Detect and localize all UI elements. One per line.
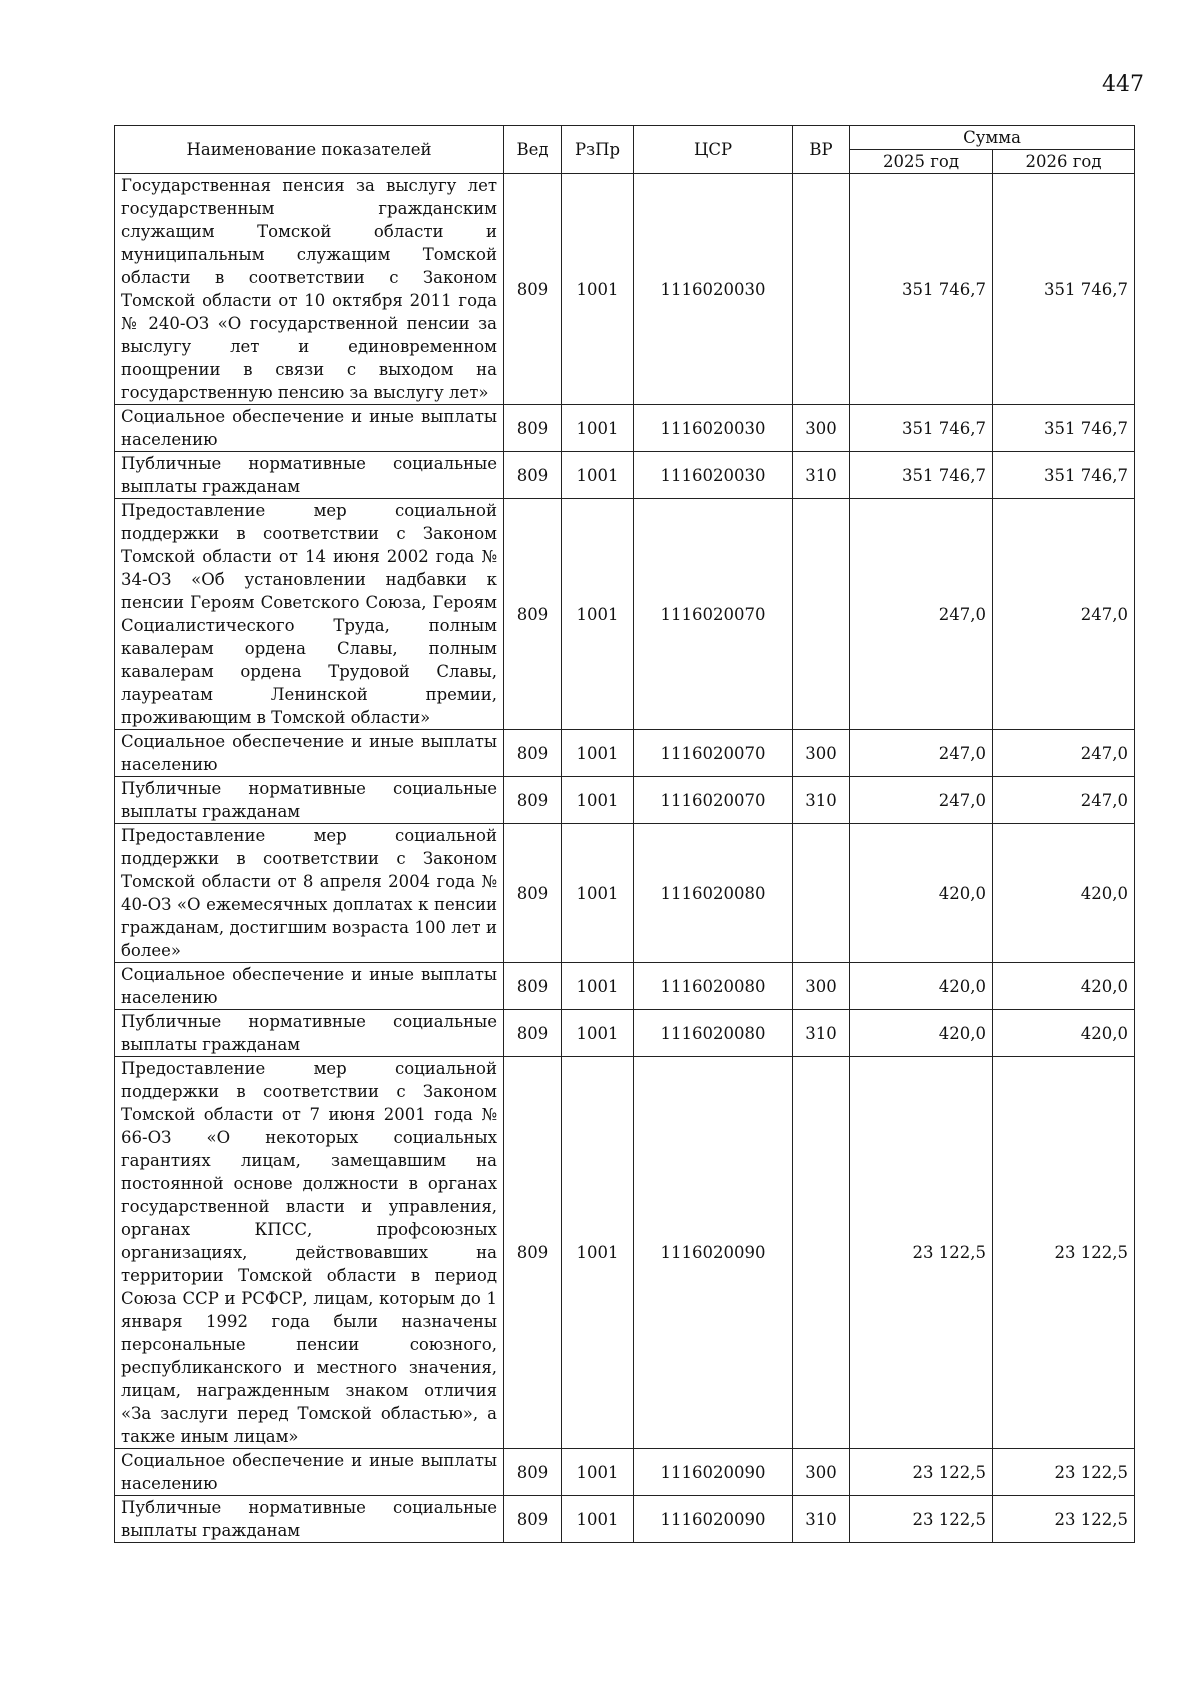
cell-rzpr: 1001 (562, 824, 634, 963)
table-row (115, 1010, 1135, 1057)
cell-name: Государственная пенсия за выслугу лет государственным гражданским служащим Томской области и муниципальным служащим Томской области в соответствии с Законом Томской области от 10 октября 2011 года № 240-ОЗ «О государственной пенсии за выслугу лет и единовременном поощрении в связи с выходом на государственную пенсию за выслугу лет» (115, 174, 504, 405)
cell-rzpr: 1001 (562, 499, 634, 730)
cell-rzpr: 1001 (562, 1057, 634, 1449)
cell-ved: 809 (504, 499, 562, 730)
cell-sum-2026: 247,0 (993, 730, 1135, 777)
header-ved: Вед (504, 126, 562, 174)
cell-vr (793, 174, 850, 405)
header-rzpr: РзПр (562, 126, 634, 174)
cell-vr (793, 1057, 850, 1449)
budget-table (114, 125, 1135, 1543)
cell-name: Публичные нормативные социальные выплаты гражданам (115, 1496, 504, 1543)
cell-ved: 809 (504, 730, 562, 777)
cell-csr: 1116020090 (634, 1057, 793, 1449)
table-row (115, 1057, 1135, 1449)
cell-sum-2026: 247,0 (993, 777, 1135, 824)
cell-ved: 809 (504, 1496, 562, 1543)
table-row (115, 1496, 1135, 1543)
cell-vr: 300 (793, 405, 850, 452)
header-csr: ЦСР (634, 126, 793, 174)
cell-sum-2025: 420,0 (850, 963, 993, 1010)
cell-name: Социальное обеспечение и иные выплаты населению (115, 963, 504, 1010)
header-vr: ВР (793, 126, 850, 174)
cell-sum-2026: 351 746,7 (993, 452, 1135, 499)
cell-csr: 1116020030 (634, 174, 793, 405)
cell-ved: 809 (504, 824, 562, 963)
table-row (115, 174, 1135, 405)
cell-rzpr: 1001 (562, 174, 634, 405)
header-sum: Сумма (850, 126, 1135, 150)
table-row (115, 777, 1135, 824)
cell-ved: 809 (504, 1449, 562, 1496)
table-row (115, 405, 1135, 452)
cell-sum-2026: 247,0 (993, 499, 1135, 730)
cell-rzpr: 1001 (562, 1496, 634, 1543)
cell-vr: 300 (793, 1449, 850, 1496)
cell-rzpr: 1001 (562, 777, 634, 824)
cell-sum-2026: 420,0 (993, 963, 1135, 1010)
cell-sum-2025: 247,0 (850, 777, 993, 824)
cell-csr: 1116020070 (634, 730, 793, 777)
cell-sum-2026: 420,0 (993, 824, 1135, 963)
cell-csr: 1116020090 (634, 1449, 793, 1496)
cell-rzpr: 1001 (562, 1010, 634, 1057)
cell-sum-2026: 23 122,5 (993, 1496, 1135, 1543)
cell-name: Публичные нормативные социальные выплаты гражданам (115, 777, 504, 824)
cell-name: Публичные нормативные социальные выплаты гражданам (115, 1010, 504, 1057)
cell-vr: 310 (793, 452, 850, 499)
cell-vr: 310 (793, 777, 850, 824)
table-row (115, 963, 1135, 1010)
table-row (115, 499, 1135, 730)
cell-sum-2026: 351 746,7 (993, 174, 1135, 405)
cell-name: Социальное обеспечение и иные выплаты населению (115, 730, 504, 777)
page-number: 447 (1102, 72, 1144, 97)
cell-vr: 300 (793, 730, 850, 777)
cell-ved: 809 (504, 1057, 562, 1449)
cell-vr: 310 (793, 1496, 850, 1543)
cell-name: Социальное обеспечение и иные выплаты населению (115, 405, 504, 452)
cell-rzpr: 1001 (562, 730, 634, 777)
cell-sum-2025: 23 122,5 (850, 1057, 993, 1449)
cell-sum-2025: 23 122,5 (850, 1449, 993, 1496)
cell-sum-2026: 23 122,5 (993, 1057, 1135, 1449)
table-row (115, 452, 1135, 499)
cell-sum-2026: 420,0 (993, 1010, 1135, 1057)
cell-sum-2026: 23 122,5 (993, 1449, 1135, 1496)
cell-sum-2026: 351 746,7 (993, 405, 1135, 452)
cell-sum-2025: 420,0 (850, 1010, 993, 1057)
cell-csr: 1116020080 (634, 963, 793, 1010)
table-body (115, 174, 1135, 1543)
header-name: Наименование показателей (115, 126, 504, 174)
cell-csr: 1116020070 (634, 499, 793, 730)
cell-sum-2025: 351 746,7 (850, 452, 993, 499)
cell-name: Социальное обеспечение и иные выплаты населению (115, 1449, 504, 1496)
cell-name: Предоставление мер социальной поддержки в соответствии с Законом Томской области от 7 июня 2001 года № 66-ОЗ «О некоторых социальных гарантиях лицам, замещавшим на постоянной основе должности в органах государственной власти и управления, органах КПСС, профсоюзных организациях, действовавших на территории Томской области в период Союза ССР и РСФСР, лицам, которым до 1 января 1992 года были назначены персональные пенсии союзного, республиканского и местного значения, лицам, награжденным знаком отличия «За заслуги перед Томской областью», а также иным лицам» (115, 1057, 504, 1449)
cell-csr: 1116020080 (634, 1010, 793, 1057)
cell-rzpr: 1001 (562, 1449, 634, 1496)
cell-name: Предоставление мер социальной поддержки в соответствии с Законом Томской области от 8 апреля 2004 года № 40-ОЗ «О ежемесячных доплатах к пенсии гражданам, достигшим возраста 100 лет и более» (115, 824, 504, 963)
cell-vr (793, 824, 850, 963)
cell-vr (793, 499, 850, 730)
cell-sum-2025: 247,0 (850, 499, 993, 730)
table-row (115, 730, 1135, 777)
cell-csr: 1116020090 (634, 1496, 793, 1543)
cell-csr: 1116020030 (634, 452, 793, 499)
cell-ved: 809 (504, 174, 562, 405)
cell-csr: 1116020030 (634, 405, 793, 452)
cell-csr: 1116020070 (634, 777, 793, 824)
cell-ved: 809 (504, 777, 562, 824)
cell-ved: 809 (504, 452, 562, 499)
table-row (115, 1449, 1135, 1496)
cell-name: Публичные нормативные социальные выплаты гражданам (115, 452, 504, 499)
header-year-2026: 2026 год (993, 150, 1135, 174)
cell-name: Предоставление мер социальной поддержки в соответствии с Законом Томской области от 14 июня 2002 года № 34-ОЗ «Об установлении надбавки к пенсии Героям Советского Союза, Героям Социалистического Труда, полным кавалерам ордена Славы, полным кавалерам ордена Трудовой Славы, лауреатам Ленинской премии, проживающим в Томской области» (115, 499, 504, 730)
cell-sum-2025: 247,0 (850, 730, 993, 777)
cell-sum-2025: 420,0 (850, 824, 993, 963)
header-year-2025: 2025 год (850, 150, 993, 174)
cell-ved: 809 (504, 1010, 562, 1057)
cell-rzpr: 1001 (562, 405, 634, 452)
table-row (115, 824, 1135, 963)
cell-sum-2025: 351 746,7 (850, 405, 993, 452)
cell-sum-2025: 23 122,5 (850, 1496, 993, 1543)
cell-rzpr: 1001 (562, 452, 634, 499)
cell-csr: 1116020080 (634, 824, 793, 963)
cell-rzpr: 1001 (562, 963, 634, 1010)
cell-sum-2025: 351 746,7 (850, 174, 993, 405)
cell-vr: 300 (793, 963, 850, 1010)
cell-vr: 310 (793, 1010, 850, 1057)
cell-ved: 809 (504, 405, 562, 452)
cell-ved: 809 (504, 963, 562, 1010)
